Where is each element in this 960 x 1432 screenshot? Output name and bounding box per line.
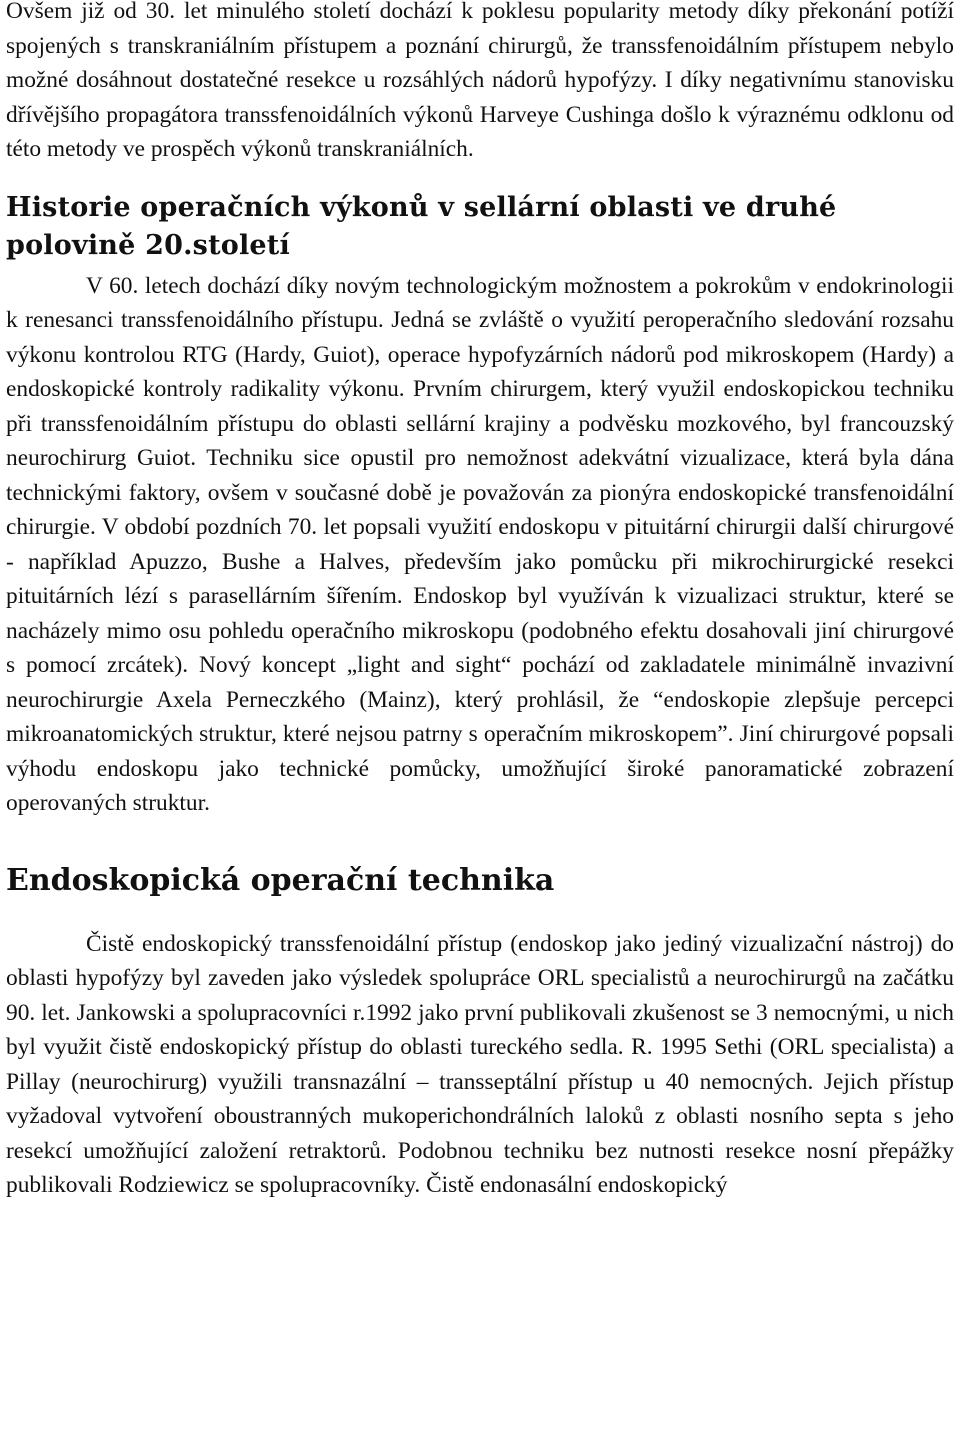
intro-paragraph: Ovšem již od 30. let minulého století dochází k poklesu popularity metody díky překonání potíží spojených s transkraniálním přístupem a poznání chirurgů, že transsfenoidálním přístupem nebylo možné dosáhnout dostatečné resekce u rozsáhlých nádorů hypofýzy. I díky negativnímu stanovisku dřívějšího propagátora transsfenoidálních výkonů Harveye Cushinga došlo k výraznému odklonu od této metody ve prospěch výkonů transkraniálních. [6,0,954,162]
technique-paragraph: Čistě endoskopický transsfenoidální přístup (endoskop jako jediný vizualizační nástroj) do oblasti hypofýzy byl zaveden jako výsledek spolupráce ORL specialistů a neurochirurgů na začátku 90. let. Jankowski a spolupracovníci r.1992 jako první publikovali zkušenost se 3 nemocnými, u nich byl využit čistě endoskopický přístup do oblasti tureckého sedla. R. 1995 Sethi (ORL specialista) a Pillay (neurochirurg) využili transnazální – transseptální přístup u 40 nemocných. Jejich přístup vyžadoval vytvoření oboustranných mukoperichondrálních laloků z oblasti nosního septa s jeho resekcí umožňující založení retraktorů. Podobnou techniku bez nutnosti resekce nosní přepážky publikovali Rodziewicz se spolupracovníky. Čistě endonasální endoskopický [6,930,954,1198]
document-page [6,0,954,1203]
history-heading: Historie operačních výkonů v sellární oblasti ve druhé polovině 20.století [6,191,837,261]
history-paragraph: V 60. letech dochází díky novým technologickým možnostem a pokrokům v endokrinologii k renesanci transsfenoidálního přístupu. Jedná se zvláště o využití peroperačního sledování rozsahu výkonu kontrolou RTG (Hardy, Guiot), operace hypofyzárních nádorů pod mikroskopem (Hardy) a endoskopické kontroly radikality výkonu. Prvním chirurgem, který využil endoskopickou techniku při transsfenoidálním přístupu do oblasti sellární krajiny a podvěsku mozkového, byl francouzský neurochirurg Guiot. Techniku sice opustil pro nemožnost adekvátní vizualizace, která byla dána technickými faktory, ovšem v současné době je považován za pionýra endoskopické transfenoidální chirurgie. V období pozdních 70. let popsali využití endoskopu v pituitární chirurgii další chirurgové - například Apuzzo, Bushe a Halves, především jako pomůcku při mikrochirurgické resekci pituitárních lézí s parasellárním šířením. Endoskop byl využíván k vizualizaci struktur, které se nacházely mimo osu pohledu operačního mikroskopu (podobného efektu dosahovali jiní chirurgové s pomocí zrcátek). Nový koncept „light and sight“ pochází od zakladatele minimálně invazivní neurochirurgie Axela Perneczkého (Mainz), který prohlásil, že “endoskopie zlepšuje percepci mikroanatomických struktur, které nejsou patrny s operačním mikroskopem”. Jiní chirurgové popsali výhodu endoskopu jako technické pomůcky, umožňující široké panoramatické zobrazení operovaných struktur. [6,272,954,816]
technique-heading: Endoskopická operační technika [6,862,555,898]
